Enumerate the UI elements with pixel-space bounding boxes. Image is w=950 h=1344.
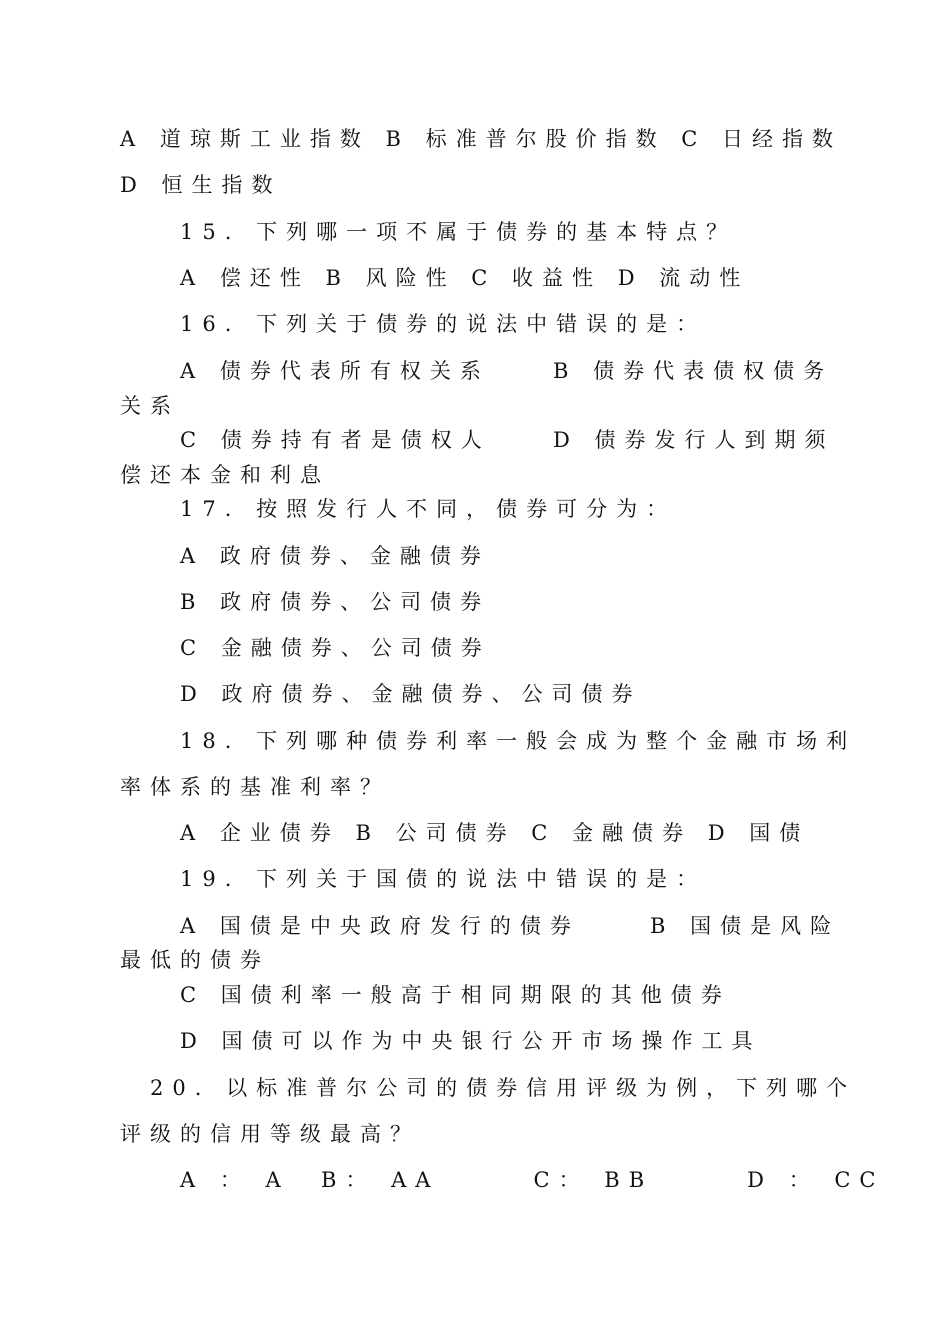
question-19-option-b: B 国债是风险	[650, 914, 841, 938]
question-19-option-d: D 国债可以作为中央银行公开市场操作工具	[180, 1029, 762, 1053]
question-17-option-a: A 政府债券、金融债券	[180, 544, 490, 568]
question-20: 20. 以标准普尔公司的债券信用评级为例，下列哪个	[150, 1076, 857, 1100]
question-16: 16. 下列关于债券的说法中错误的是：	[180, 312, 707, 336]
question-16-option-a: A 债券代表所有权关系	[180, 359, 490, 383]
line-options-14-cont: D 恒生指数	[120, 173, 282, 197]
question-16-option-c: C 债券持有者是债权人	[180, 428, 491, 452]
question-19-option-c: C 国债利率一般高于相同期限的其他债券	[180, 983, 731, 1007]
question-16-option-b-cont: 关系	[120, 394, 180, 418]
question-16-option-d: D 债券发行人到期须	[553, 428, 835, 452]
question-18: 18. 下列哪种债券利率一般会成为整个金融市场利	[180, 729, 857, 753]
question-20-options: A ： A B： AA C： BB D ： CC	[180, 1168, 885, 1192]
question-16-option-b: B 债券代表债权债务	[553, 359, 834, 383]
question-19-option-a: A 国债是中央政府发行的债券	[180, 914, 580, 938]
line-options-14: A 道琼斯工业指数 B 标准普尔股价指数 C 日经指数	[120, 127, 843, 151]
question-15-options: A 偿还性 B 风险性 C 收益性 D 流动性	[180, 266, 750, 290]
question-17-option-b: B 政府债券、公司债券	[180, 590, 491, 614]
question-17-option-d: D 政府债券、金融债券、公司债券	[180, 682, 642, 706]
question-17-option-c: C 金融债券、公司债券	[180, 636, 491, 660]
question-18-options: A 企业债券 B 公司债券 C 金融债券 D 国债	[180, 821, 810, 845]
question-20-cont: 评级的信用等级最高？	[120, 1122, 420, 1146]
question-17: 17. 按照发行人不同，债券可分为：	[180, 497, 677, 521]
question-19-option-b-cont: 最低的债券	[120, 948, 270, 972]
question-16-option-d-cont: 偿还本金和利息	[120, 463, 330, 487]
question-15: 15. 下列哪一项不属于债券的基本特点？	[180, 220, 737, 244]
question-19: 19. 下列关于国债的说法中错误的是：	[180, 867, 707, 891]
question-18-cont: 率体系的基准利率？	[120, 775, 390, 799]
